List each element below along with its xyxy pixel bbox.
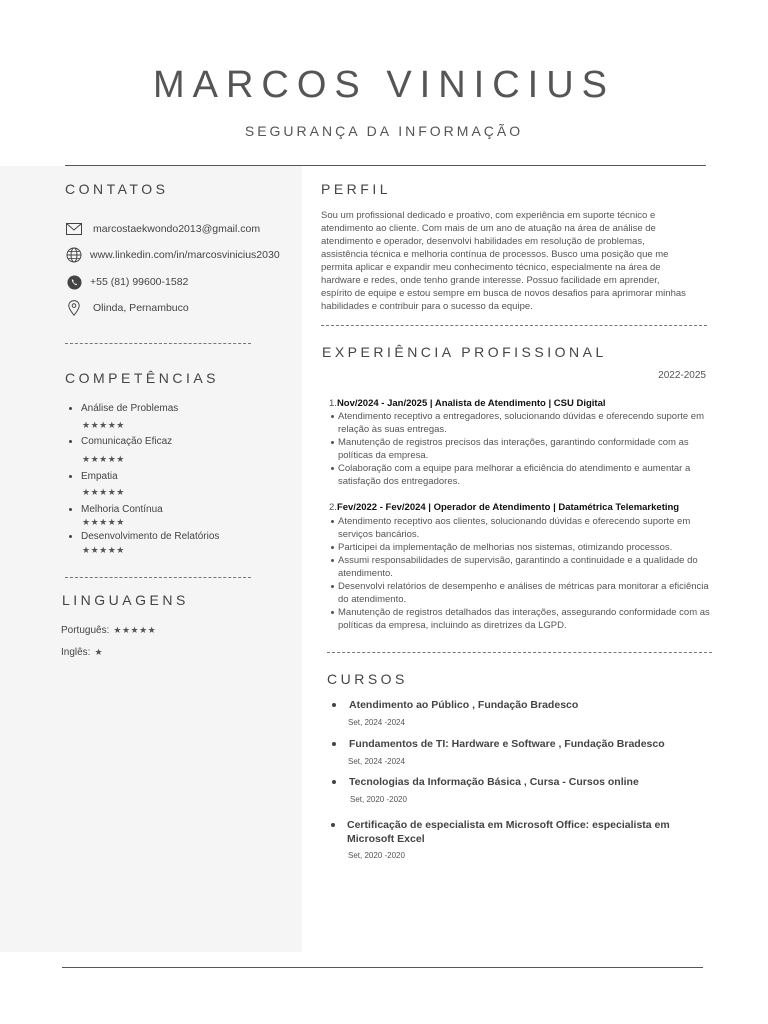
course-title: Fundamentos de TI: Hardware e Software , Fundação Bradesco [330,737,700,751]
job-bullet: Assumi responsabilidades de supervisão, garantindo a continuidade e a qualidade do atendimento. [338,554,710,580]
job-title: 1.Nov/2024 - Jan/2025 | Analista de Atendimento | CSU Digital [329,398,606,409]
skill-item: Desenvolvimento de Relatórios [69,531,219,542]
skill-item: Análise de Problemas [69,403,178,414]
profile-title: PERFIL [321,181,392,197]
course-item [330,737,700,766]
job-bullet: Participei da implementação de melhorias nos sistemas, otimizando processos. [338,541,710,554]
job-title: 2.Fev/2022 - Fev/2024 | Operador de Atendimento | Datamétrica Telemarketing [329,502,680,513]
profile-divider [321,325,707,326]
skill-stars: ★★★★★ [82,487,125,497]
course-date: Set, 2024 -2024 [348,757,405,766]
skill-stars: ★★★★★ [82,517,125,527]
contact-phone[interactable] [65,272,188,292]
language-item: Inglês: ★ [61,647,104,658]
skills-divider [65,577,251,578]
skill-stars: ★★★★★ [82,420,125,430]
job-bullets [338,410,710,488]
skill-item: Empatia [69,471,118,482]
job-bullet: Atendimento receptivo a entregadores, solucionando dúvidas e oferecendo suporte em relação às suas entregas. [338,410,710,436]
contact-email[interactable] [65,219,260,239]
phone-text: +55 (81) 99600-1582 [90,276,189,288]
map-pin-icon [65,300,83,316]
skills-title: COMPETÊNCIAS [65,370,220,386]
course-date: Set, 2020 -2020 [348,851,405,860]
skill-stars: ★★★★★ [82,454,125,464]
location-text: Olinda, Pernambuco [93,302,189,314]
languages-title: LINGUAGENS [62,592,189,608]
experience-title: EXPERIÊNCIA PROFISSIONAL [322,344,607,360]
course-item [330,698,700,727]
course-item [330,775,700,804]
phone-icon [65,274,83,290]
course-title: Certificação de especialista em Microsoft Office: especialista em Microsoft Excel [329,818,701,846]
linkedin-text: www.linkedin.com/in/marcosvinicius2030 [90,249,280,261]
job-bullet: Atendimento receptivo aos clientes, solucionando dúvidas e oferecendo suporte em serviços bancários. [338,515,710,541]
email-text: marcostaekwondo2013@gmail.com [93,223,261,235]
envelope-icon [65,221,83,237]
job-bullets [338,515,710,632]
footer-divider [62,967,703,968]
skill-item: Melhoria Contínua [69,504,163,515]
contact-location [65,298,189,318]
experience-period: 2022-2025 [658,370,706,381]
job-bullet: Colaboração com a equipe para melhorar a eficiência do atendimento e aumentar a satisfação dos entregadores. [338,462,710,488]
skill-item: Comunicação Eficaz [69,436,172,447]
course-title: Tecnologias da Informação Básica , Cursa - Cursos online [330,775,700,789]
contacts-divider [65,343,251,344]
language-item: Português: ★★★★★ [61,625,157,636]
courses-title: CURSOS [327,671,408,687]
profile-text: Sou um profissional dedicado e proativo, com experiência em suporte técnico e atendimento ao cliente. Com mais de um ano de atuação na área de análise de atendimento e operador, desenvolvi habilidades em resolução de problemas, assistência técnica e melhoria contínua de processos. Busco uma posição que me permita aplicar e expandir meu conhecimento técnico, especialmente na área de hardware e redes, onde tenho grande interesse. Possuo facilidade em aprender, espírito de equipe e estou sempre em busca de novos desafios para aprimorar minhas habilidades e contribuir para o sucesso da equipe. [321,210,686,312]
job-bullet: Manutenção de registros precisos das interações, garantindo conformidade com as políticas da empresa. [338,436,710,462]
contacts-title: CONTATOS [65,181,169,197]
job-bullet: Manutenção de registros detalhados das interações, assegurando conformidade com as políticas da empresa, incluindo as diretrizes da LGPD. [338,607,710,631]
course-item [329,818,701,860]
globe-icon [65,247,83,263]
experience-divider [327,652,712,653]
course-title: Atendimento ao Público , Fundação Bradesco [330,698,700,712]
contact-linkedin[interactable] [65,245,280,265]
job-bullet: Desenvolvi relatórios de desempenho e análises de métricas para monitorar a eficiência do atendimento. [338,581,709,605]
resume-subtitle: SEGURANÇA DA INFORMAÇÃO [244,123,524,139]
course-date: Set, 2024 -2024 [348,718,405,727]
course-date: Set, 2020 -2020 [350,795,407,804]
resume-name: MARCOS VINICIUS [152,64,616,106]
skill-stars: ★★★★★ [82,545,125,555]
